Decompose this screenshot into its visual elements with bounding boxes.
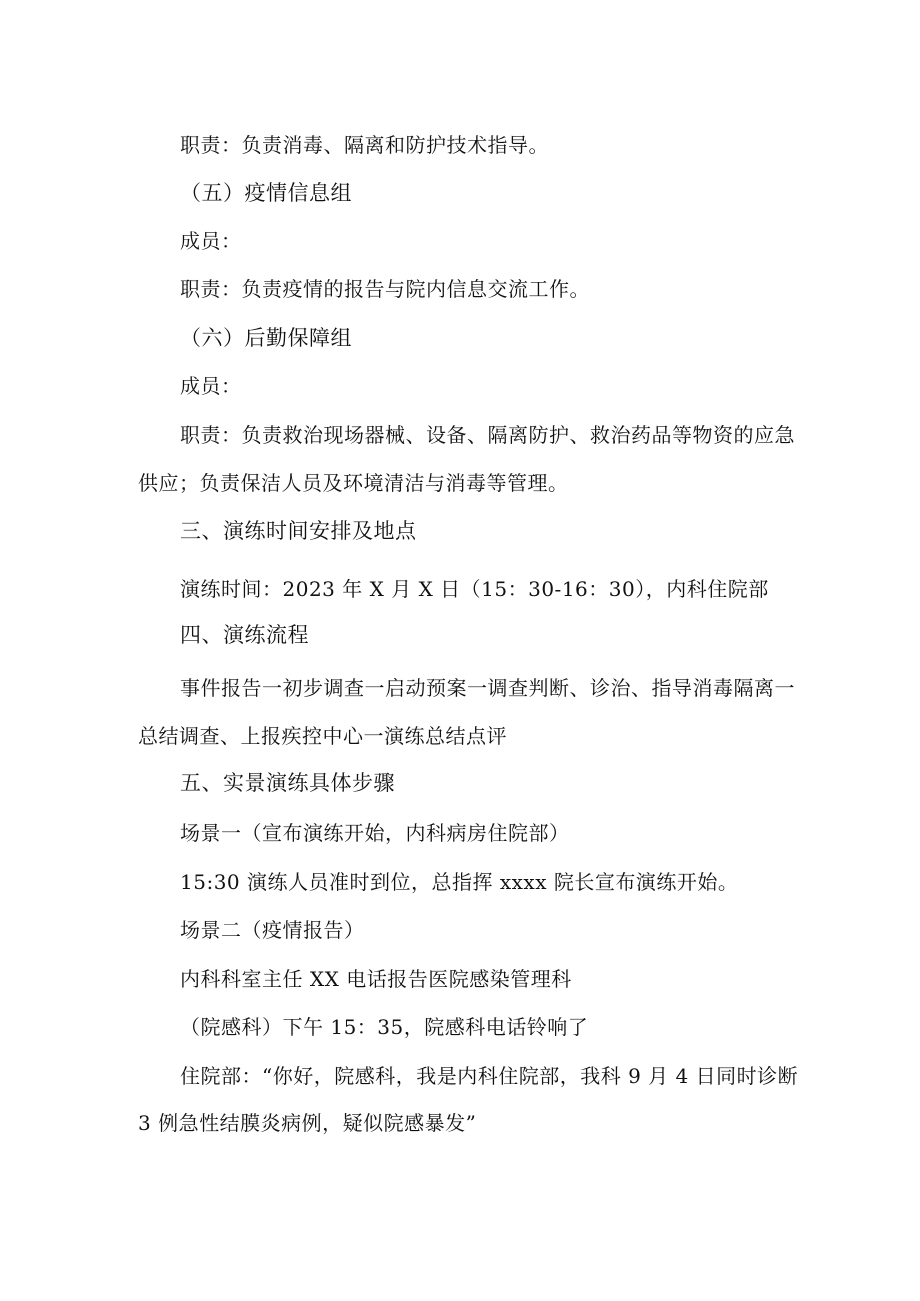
infection-department-line: （院感科）下午 15：35，院感科电话铃响了 [180, 1015, 589, 1039]
duty-logistics-continuation: 供应；负责保洁人员及环境清洁与消毒等管理。 [138, 471, 569, 495]
scene-one-detail-line: 15:30 演练人员准时到位，总指挥 xxxx 院长宣布演练开始。 [180, 870, 739, 894]
scene-one-line: 场景一（宣布演练开始，内科病房住院部） [180, 821, 570, 845]
section-four-heading: 四、演练流程 [180, 623, 309, 647]
section-three-heading: 三、演练时间安排及地点 [180, 519, 417, 543]
dialogue-continuation: 3 例急性结膜炎病例，疑似院感暴发” [138, 1111, 477, 1135]
report-line: 内科科室主任 XX 电话报告医院感染管理科 [180, 967, 572, 991]
scene-two-line: 场景二（疫情报告） [180, 918, 365, 942]
members-line: 成员： [180, 374, 242, 398]
dialogue-line: 住院部：“你好，院感科，我是内科住院部，我科 9 月 4 日同时诊断 [180, 1064, 799, 1088]
workflow-line: 事件报告一初步调查一启动预案一调查判断、诊治、指导消毒隔离一 [180, 676, 795, 700]
duty-logistics-line: 职责：负责救治现场器械、设备、隔离防护、救治药品等物资的应急 [180, 423, 795, 447]
drill-time-line: 演练时间：2023 年 X 月 X 日（15：30-16：30），内科住院部 [180, 577, 769, 601]
duty-disinfection-line: 职责：负责消毒、隔离和防护技术指导。 [180, 133, 549, 157]
duty-report-line: 职责：负责疫情的报告与院内信息交流工作。 [180, 277, 590, 301]
section-five-heading: （五）疫情信息组 [180, 181, 352, 205]
members-line: 成员： [180, 229, 242, 253]
section-six-heading: （六）后勤保障组 [180, 326, 352, 350]
workflow-continuation: 总结调查、上报疾控中心一演练总结点评 [138, 724, 507, 748]
section-five-steps-heading: 五、实景演练具体步骤 [180, 771, 395, 795]
